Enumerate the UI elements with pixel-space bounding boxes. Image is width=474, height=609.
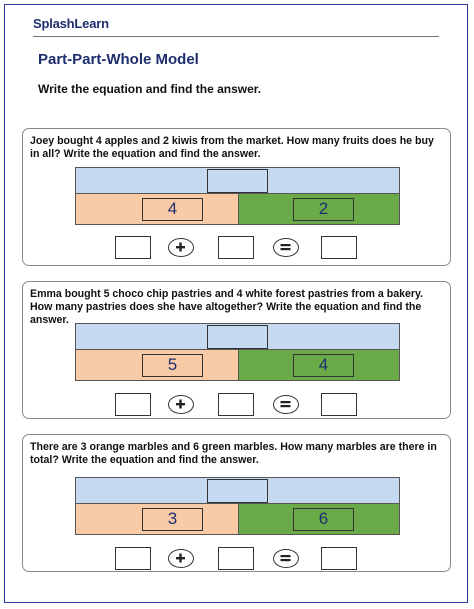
problem-text: Emma bought 5 choco chip pastries and 4 white forest pastries from a bakery. How many pastries does she have altogether? Write the equation and find the answer. xyxy=(30,288,424,326)
plus-icon xyxy=(168,395,194,414)
worksheet-title: Part-Part-Whole Model xyxy=(38,51,199,68)
whole-answer-box[interactable] xyxy=(207,479,268,503)
whole-answer-box[interactable] xyxy=(207,325,268,349)
equation-answer-box[interactable] xyxy=(321,236,357,259)
equation-box-2[interactable] xyxy=(218,393,254,416)
equation-box-2[interactable] xyxy=(218,547,254,570)
part-b-value: 2 xyxy=(293,198,354,221)
whole-bar xyxy=(75,323,400,350)
worksheet-instruction: Write the equation and find the answer. xyxy=(38,82,262,96)
equation-box-1[interactable] xyxy=(115,393,151,416)
problem-card-3 xyxy=(22,434,451,572)
equals-icon xyxy=(273,395,299,414)
part-a-value: 5 xyxy=(142,354,203,377)
problem-card-2 xyxy=(22,281,451,419)
part-b-bar xyxy=(238,503,400,535)
part-a-value: 3 xyxy=(142,508,203,531)
part-b-bar xyxy=(238,193,400,225)
part-a-value: 4 xyxy=(142,198,203,221)
problem-card-1 xyxy=(22,128,451,266)
problem-text: Joey bought 4 apples and 2 kiwis from the market. How many fruits does he buy in all? Write the equation and find the answer. xyxy=(30,135,434,160)
plus-icon xyxy=(168,549,194,568)
part-b-value: 6 xyxy=(293,508,354,531)
equation-box-1[interactable] xyxy=(115,236,151,259)
part-b-bar xyxy=(238,349,400,381)
equation-box-2[interactable] xyxy=(218,236,254,259)
part-a-bar xyxy=(75,503,239,535)
part-b-value: 4 xyxy=(293,354,354,377)
equation-answer-box[interactable] xyxy=(321,547,357,570)
whole-bar xyxy=(75,477,400,504)
equals-icon xyxy=(273,238,299,257)
whole-answer-box[interactable] xyxy=(207,169,268,193)
equation-box-1[interactable] xyxy=(115,547,151,570)
header-divider xyxy=(33,36,439,37)
whole-bar xyxy=(75,167,400,194)
problem-text: There are 3 orange marbles and 6 green marbles. How many marbles are there in total? Write the equation and find the answer. xyxy=(30,441,437,466)
equation-answer-box[interactable] xyxy=(321,393,357,416)
equals-icon xyxy=(273,549,299,568)
plus-icon xyxy=(168,238,194,257)
splashlearn-logo: SplashLearn xyxy=(33,16,109,31)
part-a-bar xyxy=(75,349,239,381)
part-a-bar xyxy=(75,193,239,225)
